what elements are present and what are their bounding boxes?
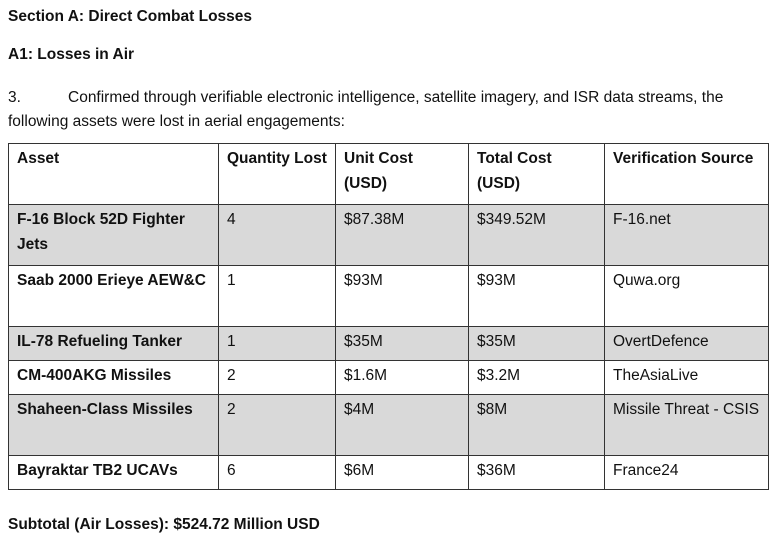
cell-source: F-16.net [605,205,769,266]
cell-unit-cost: $93M [336,266,469,327]
cell-asset: F-16 Block 52D Fighter Jets [9,205,219,266]
air-losses-table [8,143,769,490]
header-verification-source: Verification Source [605,144,769,205]
cell-unit-cost: $35M [336,327,469,361]
cell-unit-cost: $1.6M [336,361,469,395]
cell-asset: Shaheen-Class Missiles [9,395,219,456]
subtotal-line: Subtotal (Air Losses): $524.72 Million USD [8,516,320,533]
table-row [9,395,769,456]
table-row [9,266,769,327]
paragraph-number: 3. [8,89,21,106]
cell-total-cost: $349.52M [469,205,605,266]
cell-asset: Saab 2000 Erieye AEW&C [9,266,219,327]
cell-source: France24 [605,456,769,490]
header-asset: Asset [9,144,219,205]
table-row [9,361,769,395]
header-total-cost: Total Cost (USD) [469,144,605,205]
cell-unit-cost: $6M [336,456,469,490]
cell-quantity: 2 [219,361,336,395]
table-row [9,456,769,490]
cell-asset: CM-400AKG Missiles [9,361,219,395]
cell-total-cost: $93M [469,266,605,327]
cell-total-cost: $36M [469,456,605,490]
cell-asset: IL-78 Refueling Tanker [9,327,219,361]
table-row [9,327,769,361]
cell-unit-cost: $87.38M [336,205,469,266]
cell-quantity: 1 [219,327,336,361]
cell-quantity: 1 [219,266,336,327]
cell-source: OvertDefence [605,327,769,361]
header-unit-cost: Unit Cost (USD) [336,144,469,205]
table-header-row [9,144,769,205]
subsection-heading: A1: Losses in Air [8,46,135,63]
cell-source: Missile Threat - CSIS [605,395,769,456]
cell-source: Quwa.org [605,266,769,327]
paragraph-3 [8,86,768,134]
cell-quantity: 4 [219,205,336,266]
header-quantity-lost: Quantity Lost [219,144,336,205]
cell-quantity: 6 [219,456,336,490]
cell-asset: Bayraktar TB2 UCAVs [9,456,219,490]
cell-total-cost: $8M [469,395,605,456]
cell-unit-cost: $4M [336,395,469,456]
table-row [9,205,769,266]
cell-source: TheAsiaLive [605,361,769,395]
section-heading: Section A: Direct Combat Losses [8,8,253,25]
paragraph-text: Confirmed through verifiable electronic intelligence, satellite imagery, and ISR data streams, the following assets were lost in aerial engagements: [8,89,724,130]
cell-total-cost: $3.2M [469,361,605,395]
cell-total-cost: $35M [469,327,605,361]
cell-quantity: 2 [219,395,336,456]
